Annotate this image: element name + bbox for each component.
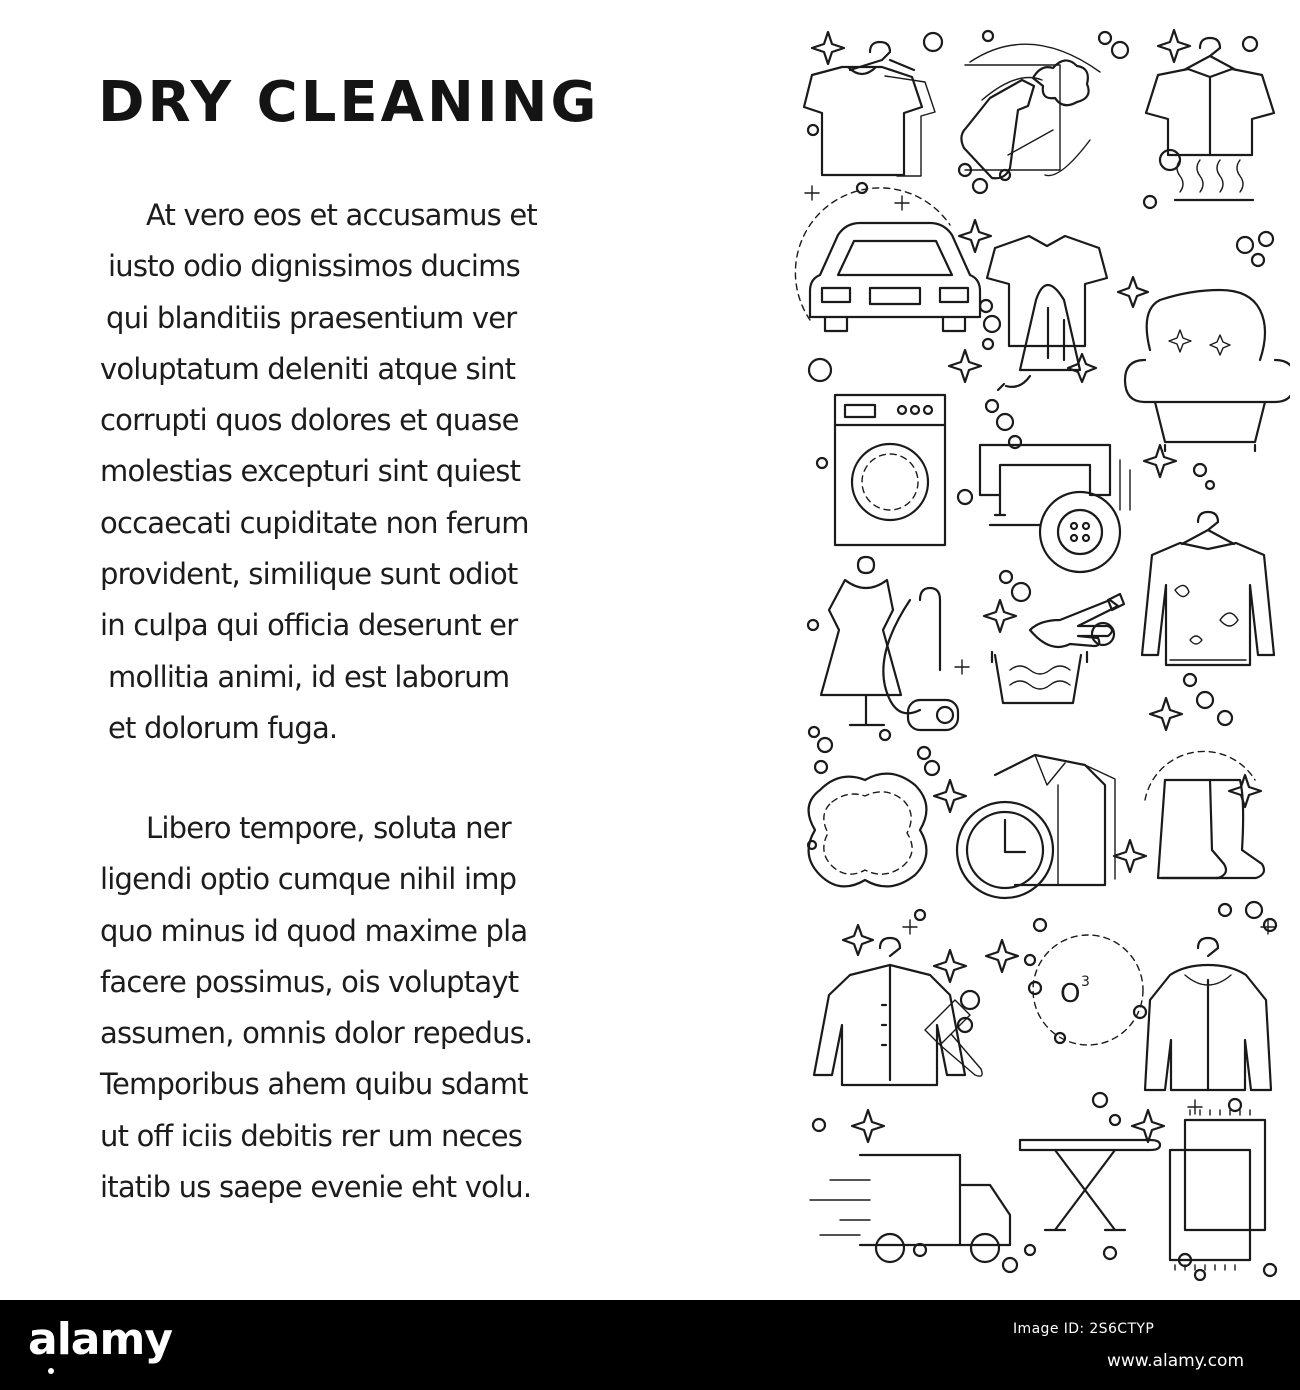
washing-machine-icon bbox=[835, 395, 945, 545]
stained-sweater-icon bbox=[1142, 512, 1274, 665]
ozone-label: O bbox=[1060, 979, 1081, 1009]
body-paragraph-2 bbox=[100, 803, 660, 1213]
spray-bottle-icon bbox=[961, 44, 1100, 178]
alamy-logo: alamy bbox=[28, 1314, 172, 1365]
paragraph-line: quo minus id quod maxime pla bbox=[100, 913, 528, 948]
paragraph-line: provident, similique sunt odiot bbox=[100, 557, 518, 592]
paragraph-line: itatib us saepe evenie eht volu. bbox=[100, 1170, 532, 1205]
delivery-truck-icon bbox=[810, 1155, 1010, 1262]
shirts-on-hanger-icon bbox=[804, 42, 935, 176]
car-wash-icon bbox=[795, 188, 980, 331]
ozone-superscript: 3 bbox=[1081, 974, 1090, 990]
body-paragraph-1 bbox=[100, 190, 660, 754]
ozone-icon bbox=[1029, 935, 1146, 1045]
stock-footer-bar bbox=[0, 1300, 1300, 1390]
paragraph-line: et dolorum fuga. bbox=[108, 710, 338, 745]
armchair-icon bbox=[1125, 290, 1290, 451]
paragraph-line: molestias excepturi sint quiest bbox=[100, 454, 521, 489]
bubble-decoration-icon bbox=[808, 31, 1276, 1280]
shirt-iron-icon bbox=[987, 236, 1107, 390]
paragraph-line: occaecati cupiditate non ferum bbox=[100, 505, 529, 540]
clock-shirts-icon bbox=[957, 755, 1115, 898]
stock-url-label: www.alamy.com bbox=[1107, 1351, 1245, 1371]
boots-icon bbox=[1145, 751, 1264, 878]
leather-icon bbox=[809, 774, 927, 887]
dry-cleaning-icon-column bbox=[790, 20, 1290, 1295]
paragraph-line: in culpa qui officia deserunt er bbox=[100, 608, 518, 643]
steam-vacuum-icon bbox=[883, 588, 958, 730]
hand-wash-icon bbox=[992, 594, 1124, 703]
paragraph-line: Temporibus ahem quibu sdamt bbox=[100, 1067, 528, 1102]
jacket-brush-icon bbox=[814, 938, 982, 1085]
shirt-drying-icon bbox=[1146, 38, 1274, 200]
fur-coat-icon bbox=[1145, 938, 1271, 1090]
paragraph-line: corrupti quos dolores et quase bbox=[100, 403, 519, 438]
paragraph-line: At vero eos et accusamus et bbox=[146, 198, 537, 232]
paragraph-line: qui blanditiis praesentium ver bbox=[106, 300, 517, 335]
paragraph-line: voluptatum deleniti atque sint bbox=[100, 351, 516, 386]
poster-title: DRY CLEANING bbox=[98, 70, 600, 135]
carpet-icon bbox=[1170, 1110, 1265, 1270]
paragraph-line: assumen, omnis dolor repedus. bbox=[100, 1016, 533, 1051]
ironing-board-icon bbox=[1020, 1140, 1160, 1230]
paragraph-line: facere possimus, ois voluptayt bbox=[100, 964, 519, 999]
paragraph-line: mollitia animi, id est laborum bbox=[108, 659, 510, 694]
icon-illustration bbox=[790, 20, 1290, 1295]
paragraph-line: ligendi optio cumque nihil imp bbox=[100, 862, 517, 897]
paragraph-line: ut off iciis debitis rer um neces bbox=[100, 1118, 523, 1153]
logo-mark-icon bbox=[48, 1368, 54, 1374]
paragraph-line: Libero tempore, soluta ner bbox=[146, 811, 511, 845]
image-id-label: Image ID: 2S6CTYP bbox=[1013, 1321, 1155, 1337]
sewing-machine-icon bbox=[980, 445, 1130, 572]
paragraph-line: iusto odio dignissimos ducims bbox=[108, 249, 520, 284]
